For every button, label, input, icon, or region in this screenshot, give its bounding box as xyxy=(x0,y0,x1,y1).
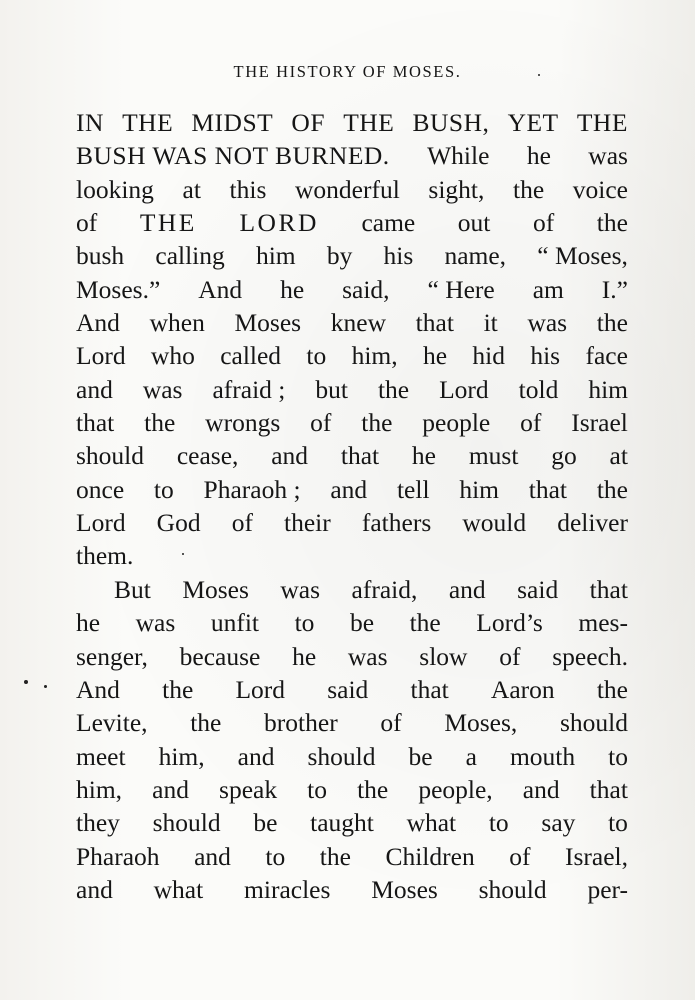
word: OF xyxy=(291,108,326,137)
ink-speck xyxy=(182,553,184,555)
word: Lord’s xyxy=(476,608,543,638)
text-line xyxy=(76,206,628,239)
word: Moses xyxy=(371,874,438,904)
word: should xyxy=(76,441,145,471)
word: the xyxy=(144,408,176,438)
word: that xyxy=(76,408,115,438)
word: that xyxy=(589,574,628,604)
text-line xyxy=(76,273,628,306)
word: them. xyxy=(76,541,134,571)
word: speech. xyxy=(552,641,628,671)
ink-speck xyxy=(44,685,47,688)
word: be xyxy=(349,608,375,638)
ink-speck xyxy=(24,680,28,684)
word: to xyxy=(265,841,286,871)
word: must xyxy=(468,441,519,471)
word: said xyxy=(327,674,369,704)
word: afraid ; xyxy=(212,374,286,404)
word: mes- xyxy=(578,608,628,638)
word: Israel, xyxy=(564,841,628,871)
word: And xyxy=(76,674,120,704)
word: sight, xyxy=(428,174,485,204)
word: the xyxy=(357,774,389,804)
word: the xyxy=(596,474,628,504)
word: the xyxy=(377,374,410,404)
word: his xyxy=(383,241,414,271)
word: face xyxy=(585,341,628,371)
word: this xyxy=(229,174,267,204)
word: I.” xyxy=(601,274,628,304)
word: and xyxy=(76,374,113,404)
word: their xyxy=(284,508,331,538)
body-text xyxy=(76,106,628,906)
paragraph-2 xyxy=(76,573,628,906)
word: and xyxy=(271,441,309,471)
word: that xyxy=(415,308,454,338)
word: him xyxy=(459,474,499,504)
word: and xyxy=(237,741,275,771)
word: and xyxy=(152,774,189,804)
word: say xyxy=(541,808,576,838)
text-line xyxy=(76,239,628,272)
word: IN xyxy=(76,108,104,137)
word: be xyxy=(253,808,278,838)
word: to xyxy=(608,741,628,771)
word: what xyxy=(153,874,204,904)
word: of xyxy=(520,408,542,438)
word: calling xyxy=(155,241,225,271)
word: was xyxy=(135,608,176,638)
word: And xyxy=(198,274,243,304)
word: LORD xyxy=(239,208,319,238)
word: that xyxy=(340,441,380,471)
word: to xyxy=(153,474,174,504)
word: because xyxy=(179,641,261,671)
word: should xyxy=(478,874,547,904)
word: should xyxy=(152,808,221,838)
word: YET xyxy=(507,108,559,137)
word: looking xyxy=(76,174,154,204)
word: Lord xyxy=(439,374,489,404)
word: THE xyxy=(576,108,628,137)
text-line xyxy=(76,339,628,372)
word: Moses, xyxy=(444,708,518,738)
word: wrongs xyxy=(205,408,281,438)
word: once xyxy=(76,474,125,504)
word: Lord xyxy=(235,674,286,704)
word: Moses xyxy=(234,308,302,338)
text-line xyxy=(76,573,628,606)
word: of xyxy=(499,641,521,671)
word: meet xyxy=(76,741,126,771)
word: told xyxy=(518,374,559,404)
word: him, xyxy=(158,741,205,771)
word: deliver xyxy=(557,508,628,538)
word: a xyxy=(465,741,477,771)
word: speak xyxy=(219,774,278,804)
word: when xyxy=(149,308,205,338)
word: said xyxy=(517,574,559,604)
text-line xyxy=(76,673,628,706)
word: that xyxy=(589,774,628,804)
word: Moses xyxy=(182,574,249,604)
word: and xyxy=(448,574,486,604)
word: hid xyxy=(472,341,505,371)
word: be xyxy=(408,741,433,771)
word: to xyxy=(307,774,328,804)
text-line xyxy=(76,506,628,539)
word: he xyxy=(422,341,448,371)
word: “ Here xyxy=(427,274,495,304)
word: the xyxy=(190,708,222,738)
word: and xyxy=(76,874,113,904)
word: go xyxy=(551,441,577,471)
word: mouth xyxy=(509,741,576,771)
word: Pharaoh xyxy=(76,841,160,871)
word: THE xyxy=(343,108,395,137)
text-line xyxy=(76,373,628,406)
word: he xyxy=(76,608,101,638)
word: the xyxy=(162,674,194,704)
word: to xyxy=(306,341,327,371)
word: he xyxy=(526,141,551,171)
word: slow xyxy=(419,641,468,671)
word: was xyxy=(588,141,628,171)
text-line xyxy=(76,139,628,172)
word: would xyxy=(462,508,527,538)
word: out xyxy=(457,208,491,238)
paragraph-1 xyxy=(76,106,628,573)
word: afraid, xyxy=(351,574,418,604)
word: tell xyxy=(396,474,430,504)
word: While xyxy=(427,141,490,171)
word: people, xyxy=(418,774,493,804)
word: cease, xyxy=(176,441,239,471)
text-line xyxy=(76,840,628,873)
word: THE xyxy=(139,208,197,238)
text-line xyxy=(76,873,628,906)
word: and xyxy=(194,841,231,871)
ink-speck xyxy=(538,74,540,76)
word: that xyxy=(528,474,568,504)
word: and xyxy=(522,774,560,804)
word: the xyxy=(596,674,628,704)
word: him xyxy=(588,374,628,404)
word: was xyxy=(280,574,321,604)
text-line xyxy=(76,740,628,773)
word: God xyxy=(156,508,201,538)
word: the xyxy=(409,608,441,638)
word: BUSH, xyxy=(412,108,490,137)
text-line xyxy=(76,539,628,572)
text-line xyxy=(76,306,628,339)
word: But xyxy=(114,574,151,604)
word: miracles xyxy=(244,874,331,904)
word: he xyxy=(411,441,436,471)
text-line xyxy=(76,173,628,206)
word: him, xyxy=(76,774,123,804)
word: the xyxy=(596,208,628,238)
word: wonderful xyxy=(295,174,400,204)
text-line xyxy=(76,106,628,139)
word: at xyxy=(609,441,628,471)
word: was xyxy=(527,308,568,338)
word: came xyxy=(361,208,416,238)
word: “ Moses, xyxy=(537,241,628,271)
text-line xyxy=(76,606,628,639)
word: THE xyxy=(122,108,174,137)
word: should xyxy=(559,708,628,738)
word: of xyxy=(380,708,402,738)
word: and xyxy=(330,474,368,504)
word: per- xyxy=(587,874,628,904)
word: am xyxy=(532,274,564,304)
word: Aaron xyxy=(490,674,555,704)
word: Levite, xyxy=(76,708,148,738)
word: him xyxy=(255,241,296,271)
word: MIDST xyxy=(191,108,274,137)
word: voice xyxy=(572,174,628,204)
word: Lord xyxy=(76,341,126,371)
word: Israel xyxy=(571,408,628,438)
word: should xyxy=(307,741,376,771)
word: Lord xyxy=(76,508,126,538)
word: to xyxy=(608,808,628,838)
word: who xyxy=(150,341,195,371)
running-head: THE HISTORY OF MOSES. xyxy=(233,62,462,81)
word: at xyxy=(182,174,201,204)
word: Moses.” xyxy=(76,274,161,304)
text-line xyxy=(76,773,628,806)
text-line xyxy=(76,640,628,673)
text-line xyxy=(76,439,628,472)
word: Children xyxy=(385,841,475,871)
word: the xyxy=(513,174,545,204)
text-line xyxy=(76,806,628,839)
word: his xyxy=(530,341,561,371)
word: was xyxy=(142,374,183,404)
word: but xyxy=(315,374,348,404)
word: they xyxy=(76,808,120,838)
word: was xyxy=(347,641,388,671)
word: he xyxy=(280,274,305,304)
word: to xyxy=(294,608,315,638)
word: called xyxy=(220,341,282,371)
word: the xyxy=(361,408,393,438)
word: Pharaoh ; xyxy=(203,474,301,504)
word: fathers xyxy=(361,508,432,538)
word: of xyxy=(76,208,98,238)
word: bush xyxy=(76,241,125,271)
word: him, xyxy=(351,341,398,371)
word: it xyxy=(483,308,498,338)
word: said, xyxy=(342,274,390,304)
word: to xyxy=(488,808,509,838)
word: he xyxy=(292,641,317,671)
text-line xyxy=(76,706,628,739)
word: BUSH WAS NOT BURNED. xyxy=(76,141,390,171)
word: brother xyxy=(264,708,338,738)
word: the xyxy=(596,308,628,338)
word: by xyxy=(326,241,353,271)
word: of xyxy=(310,408,332,438)
word: And xyxy=(76,308,120,338)
word: senger, xyxy=(76,641,148,671)
word: people xyxy=(422,408,491,438)
word: of xyxy=(532,208,555,238)
word: that xyxy=(410,674,449,704)
word: taught xyxy=(310,808,374,838)
word: the xyxy=(319,841,351,871)
word: name, xyxy=(444,241,507,271)
word: of xyxy=(231,508,253,538)
word: knew xyxy=(330,308,386,338)
text-line xyxy=(76,406,628,439)
text-line xyxy=(76,473,628,506)
word: of xyxy=(509,841,531,871)
word: unfit xyxy=(210,608,260,638)
word: what xyxy=(406,808,457,838)
